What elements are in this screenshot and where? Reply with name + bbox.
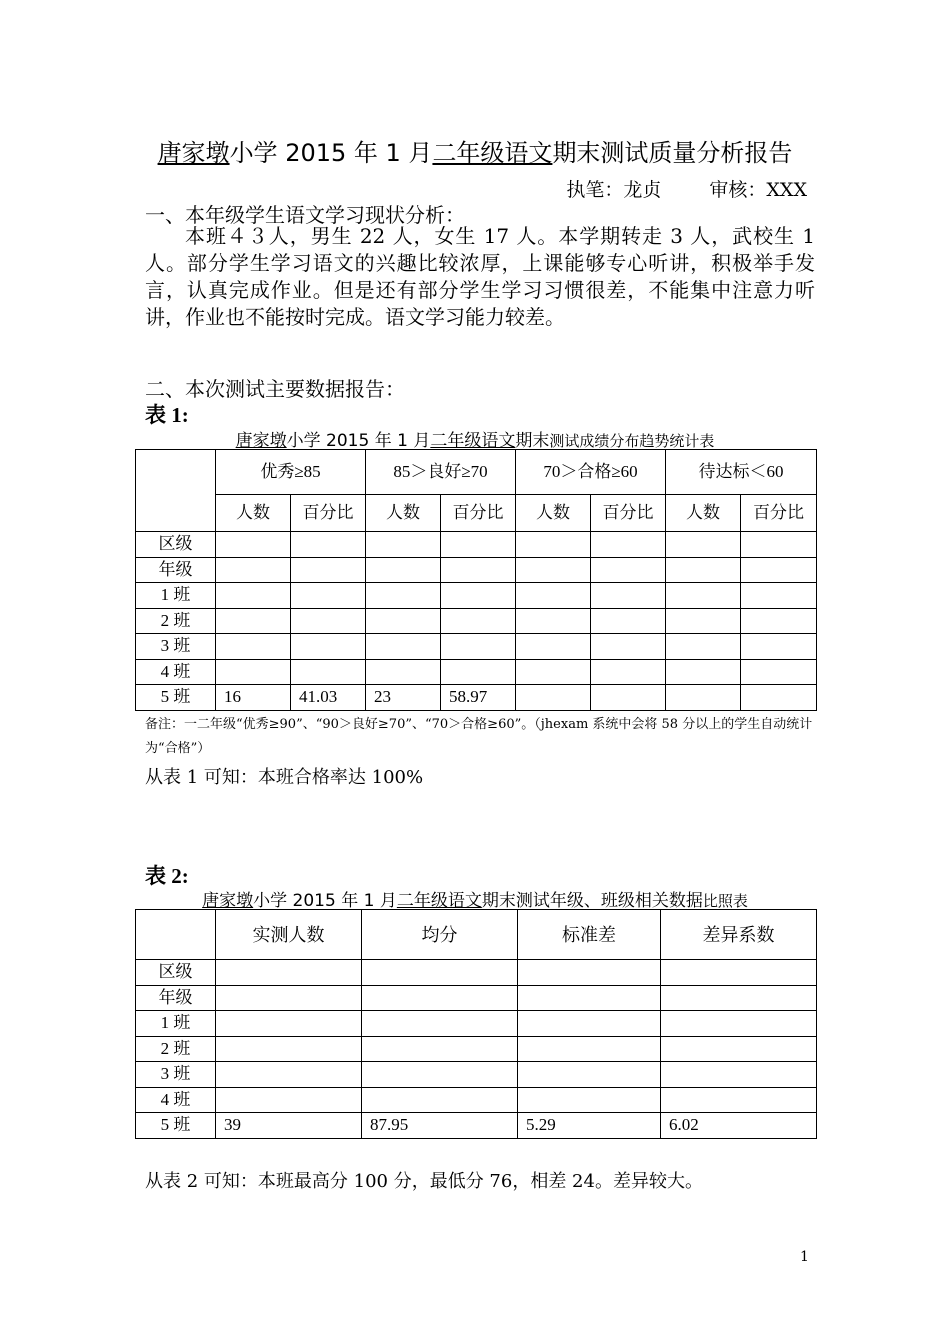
table-cell <box>666 634 741 660</box>
table-cell <box>661 1011 817 1037</box>
table-cell <box>362 1087 518 1113</box>
table-cell <box>516 557 591 583</box>
table-cell <box>741 685 817 711</box>
group-good: 85＞良好≥70 <box>366 450 516 495</box>
table-cell <box>216 1062 362 1088</box>
table-cell <box>661 1036 817 1062</box>
table2-corner-cell <box>136 910 216 960</box>
table-cell <box>518 985 661 1011</box>
group-pass: 70＞合格≥60 <box>516 450 666 495</box>
row-label: 区级 <box>136 960 216 986</box>
row-label: 年级 <box>136 985 216 1011</box>
table-cell <box>741 634 817 660</box>
table-cell <box>291 659 366 685</box>
table-cell: 5.29 <box>518 1113 661 1139</box>
table1-note: 备注：一二年级“优秀≥90”、“90＞良好≥70”、“70＞合格≥60”。（jhexam 系统中会将 58 分以上的学生自动统计为“合格”） <box>145 717 813 756</box>
header-stddev: 标准差 <box>518 910 661 960</box>
table-row <box>136 608 817 634</box>
table1-subheader <box>136 495 817 532</box>
row-label: 年级 <box>136 557 216 583</box>
subheader-cell: 百分比 <box>591 495 666 532</box>
table-cell <box>516 532 591 558</box>
title-date: 小学 2015 年 1 月 <box>229 139 433 167</box>
table-cell <box>216 985 362 1011</box>
table1-body <box>136 532 817 711</box>
table-cell: 16 <box>216 685 291 711</box>
table-cell <box>366 608 441 634</box>
table-cell <box>591 608 666 634</box>
table-cell <box>441 532 516 558</box>
table-cell <box>291 557 366 583</box>
table-cell <box>441 608 516 634</box>
title-grade: 二年级语文 <box>432 139 553 167</box>
caption1-term: 期末 <box>515 431 550 451</box>
group-below: 待达标＜60 <box>666 450 817 495</box>
table-cell <box>216 583 291 609</box>
table-row <box>136 659 817 685</box>
subheader-cell: 人数 <box>216 495 291 532</box>
table-cell <box>661 985 817 1011</box>
caption2-school: 唐家墩 <box>202 891 254 911</box>
subheader-cell: 人数 <box>516 495 591 532</box>
table-cell <box>666 659 741 685</box>
table-cell <box>518 1011 661 1037</box>
caption2-term: 期末测试年级、班级相关数据 <box>481 891 703 911</box>
header-tested: 实测人数 <box>216 910 362 960</box>
table-row <box>136 1062 817 1088</box>
table-cell <box>591 634 666 660</box>
table1-group-header <box>136 450 817 495</box>
group-excellent: 优秀≥85 <box>216 450 366 495</box>
table2 <box>135 909 817 1139</box>
table-cell <box>591 583 666 609</box>
table-cell <box>362 1011 518 1037</box>
table-cell <box>366 557 441 583</box>
table-cell <box>516 659 591 685</box>
table1 <box>135 449 817 711</box>
table-cell <box>516 608 591 634</box>
table-cell <box>216 1087 362 1113</box>
author-line <box>566 175 807 202</box>
table-row <box>136 1113 817 1139</box>
caption1-date: 小学 2015 年 1 月 <box>286 431 431 451</box>
table-cell <box>216 634 291 660</box>
table-cell <box>591 532 666 558</box>
row-label: 2 班 <box>136 1036 216 1062</box>
table-cell <box>666 532 741 558</box>
table-cell <box>362 1062 518 1088</box>
table-cell <box>518 960 661 986</box>
table-cell: 87.95 <box>362 1113 518 1139</box>
table-cell <box>216 1011 362 1037</box>
table-cell <box>441 634 516 660</box>
row-label: 2 班 <box>136 608 216 634</box>
writer: 执笔：龙贞 <box>566 179 662 201</box>
section1-heading: 一、本年级学生语文学习现状分析： <box>145 203 465 227</box>
table2-caption <box>0 886 950 911</box>
table-cell <box>291 583 366 609</box>
table-cell <box>661 1087 817 1113</box>
section2-heading: 二、本次测试主要数据报告： <box>145 377 405 401</box>
table-cell <box>666 557 741 583</box>
table-cell <box>741 659 817 685</box>
header-variation: 差异系数 <box>661 910 817 960</box>
table-cell <box>366 583 441 609</box>
row-label: 3 班 <box>136 634 216 660</box>
caption1-grade: 二年级语文 <box>430 431 516 451</box>
table-cell <box>216 532 291 558</box>
table-cell <box>666 583 741 609</box>
subheader-cell: 百分比 <box>441 495 516 532</box>
table-cell <box>741 557 817 583</box>
table-cell <box>661 1062 817 1088</box>
table-cell <box>216 608 291 634</box>
row-label: 5 班 <box>136 1113 216 1139</box>
table-cell <box>591 685 666 711</box>
table-cell <box>661 960 817 986</box>
table1-label: 表 1: <box>145 403 189 427</box>
table-cell: 23 <box>366 685 441 711</box>
table-row <box>136 634 817 660</box>
title-subject: 期末测试质量分析报告 <box>552 139 793 167</box>
table-cell <box>666 608 741 634</box>
table1-caption <box>0 426 950 451</box>
row-label: 1 班 <box>136 583 216 609</box>
table-cell <box>216 557 291 583</box>
table-cell: 39 <box>216 1113 362 1139</box>
table-cell <box>741 608 817 634</box>
caption2-date: 小学 2015 年 1 月 <box>253 891 397 911</box>
table2-body <box>136 960 817 1139</box>
table-cell <box>591 659 666 685</box>
table-cell <box>291 608 366 634</box>
table-row <box>136 685 817 711</box>
table-cell: 6.02 <box>661 1113 817 1139</box>
table-cell <box>516 583 591 609</box>
row-label: 5 班 <box>136 685 216 711</box>
row-label: 1 班 <box>136 1011 216 1037</box>
caption1-subtitle: 测试成绩分布趋势统计表 <box>549 432 715 450</box>
table-row <box>136 557 817 583</box>
table-cell <box>518 1062 661 1088</box>
table-cell <box>362 985 518 1011</box>
row-label: 区级 <box>136 532 216 558</box>
table-cell <box>666 685 741 711</box>
table-cell <box>291 532 366 558</box>
title-school: 唐家墩 <box>157 139 230 167</box>
caption2-grade: 二年级语文 <box>396 891 482 911</box>
table-cell <box>591 557 666 583</box>
section1-paragraph: 本班４３人，男生 22 人，女生 17 人。本学期转走 3 人，武校生 1 人。部分学生学习语文的兴趣比较浓厚，上课能够专心听讲，积极举手发言，认真完成作业。但是还有部分学生学习习惯很差，不能集中注意力听讲，作业也不能按时完成。语文学习能力较差。 <box>145 224 815 329</box>
table-row <box>136 985 817 1011</box>
table2-header <box>136 910 817 960</box>
table-cell <box>441 557 516 583</box>
table-cell <box>441 583 516 609</box>
table-cell <box>216 1036 362 1062</box>
table-cell: 41.03 <box>291 685 366 711</box>
table-cell <box>741 583 817 609</box>
table1-corner-cell <box>136 450 216 532</box>
table-cell <box>516 685 591 711</box>
page-number: 1 <box>800 1249 809 1265</box>
table-cell <box>518 1036 661 1062</box>
caption2-subtitle: 比照表 <box>702 892 748 910</box>
table-cell <box>366 634 441 660</box>
header-average: 均分 <box>362 910 518 960</box>
row-label: 3 班 <box>136 1062 216 1088</box>
table-cell <box>216 960 362 986</box>
subheader-cell: 百分比 <box>291 495 366 532</box>
table-row <box>136 1087 817 1113</box>
table-cell <box>366 532 441 558</box>
table-cell <box>518 1087 661 1113</box>
table-cell <box>441 659 516 685</box>
subheader-cell: 百分比 <box>741 495 817 532</box>
table-cell <box>741 532 817 558</box>
table-row <box>136 1011 817 1037</box>
table-cell: 58.97 <box>441 685 516 711</box>
table-row <box>136 532 817 558</box>
table-row <box>136 960 817 986</box>
table1-conclusion: 从表 1 可知：本班合格率达 100% <box>145 767 424 788</box>
caption1-school: 唐家墩 <box>235 431 287 451</box>
table2-label: 表 2: <box>145 864 189 888</box>
table2-conclusion: 从表 2 可知：本班最高分 100 分，最低分 76，相差 24。差异较大。 <box>145 1171 703 1192</box>
table-row <box>136 1036 817 1062</box>
row-label: 4 班 <box>136 659 216 685</box>
table-cell <box>362 1036 518 1062</box>
table-cell <box>366 659 441 685</box>
table-row <box>136 583 817 609</box>
subheader-cell: 人数 <box>666 495 741 532</box>
table-cell <box>216 659 291 685</box>
table-cell <box>291 634 366 660</box>
reviewer: 审核：XXX <box>709 179 807 201</box>
table-cell <box>516 634 591 660</box>
subheader-cell: 人数 <box>366 495 441 532</box>
row-label: 4 班 <box>136 1087 216 1113</box>
table-cell <box>362 960 518 986</box>
page-title <box>0 133 950 168</box>
